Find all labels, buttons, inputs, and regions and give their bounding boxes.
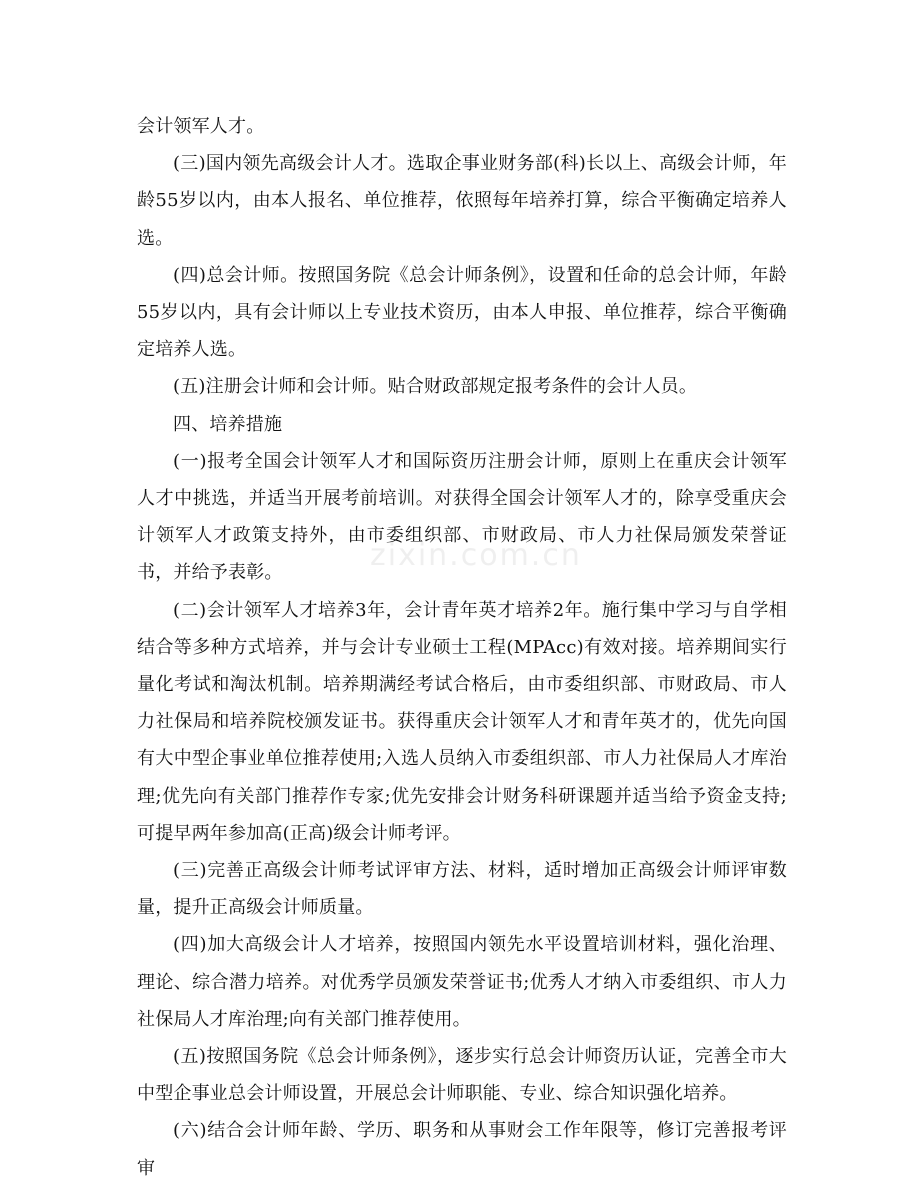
section-heading-measures: 四、培养措施 bbox=[173, 413, 283, 435]
paragraph-senior-accountant: (三)国内领先高级会计人才。选取企事业财务部(科)长以上、高级会计师，年龄55岁以内，由本人报名、单位推荐，依照每年培养打算，综合平衡确定培养人选。 bbox=[137, 153, 787, 249]
paragraph-measure-1: (一)报考全国会计领军人才和国际资历注册会计师，原则上在重庆会计领军人才中挑选，并适当开展考前培训。对获得全国会计领军人才的，除享受重庆会计领军人才政策支持外，由市委组织部、市财政局、市人力社保局颁发荣誉证书，并给予表彰。 bbox=[137, 450, 787, 584]
watermark: zixin.com.cn bbox=[370, 538, 582, 573]
paragraph-continuation: 会计领军人才。 bbox=[137, 116, 265, 137]
paragraph-measure-4: (四)加大高级会计人才培养，按照国内领先水平设置培训材料，强化治理、理论、综合潜力培养。对优秀学员颁发荣誉证书;优秀人才纳入市委组织、市人力社保局人才库治理;向有关部门推荐使用。 bbox=[137, 934, 787, 1030]
document-body bbox=[137, 108, 787, 1187]
paragraph-measure-6: (六)结合会计师年龄、学历、职务和从事财会工作年限等，修订完善报考评审 bbox=[137, 1120, 787, 1179]
paragraph-measure-2: (二)会计领军人才培养3年，会计青年英才培养2年。施行集中学习与自学相结合等多种方式培养，并与会计专业硕士工程(MPAcc)有效对接。培养期间实行量化考试和淘汰机制。培养期满经考试合格后，由市委组织部、市财政局、市人力社保局和培养院校颁发证书。获得重庆会计领军人才和青年英才的，优先向国有大中型企事业单位推荐使用;入选人员纳入市委组织部、市人力社保局人才库治理;优先向有关部门推荐作专家;优先安排会计财务科研课题并适当给予资金支持;可提早两年参加高(正高)级会计师考评。 bbox=[137, 599, 787, 844]
paragraph-measure-5: (五)按照国务院《总会计师条例》，逐步实行总会计师资历认证，完善全市大中型企事业总会计师设置，开展总会计师职能、专业、综合知识强化培养。 bbox=[137, 1046, 787, 1105]
paragraph-chief-accountant: (四)总会计师。按照国务院《总会计师条例》，设置和任命的总会计师，年龄55岁以内，具有会计师以上专业技术资历，由本人申报、单位推荐，综合平衡确定培养人选。 bbox=[137, 264, 787, 361]
paragraph-measure-3: (三)完善正高级会计师考试评审方法、材料，适时增加正高级会计师评审数量，提升正高级会计师质量。 bbox=[137, 860, 787, 919]
paragraph-cpa: (五)注册会计师和会计师。贴合财政部规定报考条件的会计人员。 bbox=[173, 376, 698, 398]
